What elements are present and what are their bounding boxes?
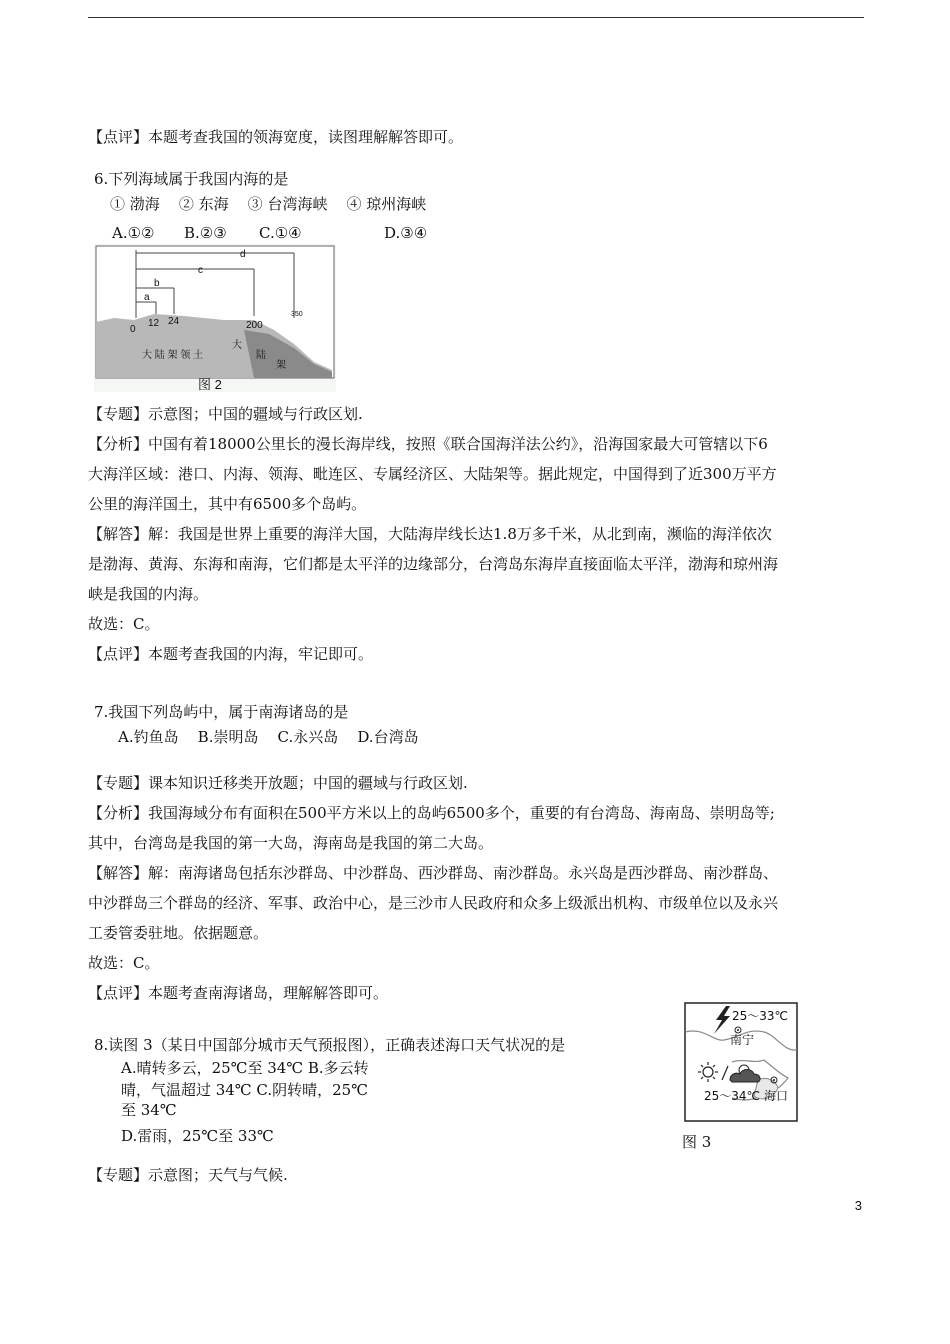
- weather-map: [684, 1002, 798, 1122]
- label-c: c: [198, 265, 203, 276]
- q8-topic: 【专题】示意图；天气与气候.: [88, 1166, 288, 1184]
- q8-option-line-4: D.雷雨，25℃至 33℃: [121, 1127, 274, 1145]
- q7-comment: 【点评】本题考查南海诸岛，理解解答即可。: [88, 984, 389, 1002]
- haikou-label: 海口: [764, 1089, 789, 1103]
- label-0: 0: [130, 324, 136, 335]
- page-number: 3: [854, 1198, 862, 1213]
- q8-option-line-3: 至 34℃: [121, 1101, 177, 1119]
- nanning-temp: 25～33℃: [732, 1009, 789, 1023]
- label-a: a: [144, 292, 150, 303]
- q6-answer-1: 【解答】解：我国是世界上重要的海洋大国，大陆海岸线长达1.8万多千米，从北到南，濒临的海洋依次: [88, 525, 772, 543]
- q8-option-line-2: 晴，气温超过 34℃ C.阴转晴，25℃: [121, 1081, 368, 1099]
- label-shelf: 大 陆 架 领 土: [142, 350, 204, 361]
- label-b: b: [154, 278, 160, 289]
- figure-3-caption: 图 3: [682, 1133, 712, 1151]
- q8-option-line-1: A.晴转多云，25℃至 34℃ B.多云转: [121, 1059, 369, 1077]
- nanning-marker-dot: [737, 1029, 739, 1031]
- q6-comment: 【点评】本题考查我国的内海，牢记即可。: [88, 645, 374, 663]
- q7-analysis-2: 其中，台湾岛是我国的第一大岛，海南岛是我国的第二大岛。: [88, 834, 494, 852]
- label-350: 350: [291, 311, 303, 318]
- q6-topic: 【专题】示意图；中国的疆域与行政区划.: [88, 405, 363, 423]
- q6-analysis-2: 大海洋区域：港口、内海、领海、毗连区、专属经济区、大陆架等。据此规定，中国得到了近300万平方: [88, 465, 777, 483]
- label-slope-2: 陆: [256, 350, 266, 361]
- q8-stem: 8.读图 3（某日中国部分城市天气预报图），正确表述海口天气状况的是: [94, 1036, 566, 1054]
- q7-choices: A.钓鱼岛 B.崇明岛 C.永兴岛 D.台湾岛: [118, 728, 419, 746]
- q7-answer-1: 【解答】解：南海诸岛包括东沙群岛、中沙群岛、西沙群岛、南沙群岛。永兴岛是西沙群岛、南沙群岛、: [88, 864, 779, 882]
- label-12: 12: [148, 318, 160, 329]
- q7-topic: 【专题】课本知识迁移类开放题；中国的疆域与行政区划.: [88, 774, 468, 792]
- label-24: 24: [168, 316, 180, 327]
- sea-zone-diagram: [94, 244, 336, 392]
- q6-analysis-1: 【分析】中国有着18000公里长的漫长海岸线，按照《联合国海洋法公约》，沿海国家最大可管辖以下6: [88, 435, 768, 453]
- q6-analysis-3: 公里的海洋国土，其中有6500多个岛屿。: [88, 495, 367, 513]
- q7-pick: 故选：C。: [88, 954, 160, 972]
- haikou-marker-dot: [773, 1079, 775, 1081]
- q6-options: ① 渤海 ② 东海 ③ 台湾海峡 ④ 琼州海峡: [110, 195, 427, 213]
- q6-choice-c: C.①④: [259, 224, 302, 242]
- label-slope-1: 大: [232, 340, 242, 351]
- q6-choice-d: D.③④: [384, 224, 428, 242]
- q7-answer-3: 工委管委驻地。依据题意。: [88, 924, 269, 942]
- q7-analysis-1: 【分析】我国海域分布有面积在500平方米以上的岛屿6500多个，重要的有台湾岛、海南岛、崇明岛等;: [88, 804, 775, 822]
- q7-stem: 7.我国下列岛屿中，属于南海诸岛的是: [94, 703, 349, 721]
- q6-stem: 6.下列海域属于我国内海的是: [94, 170, 289, 188]
- q6-choice-b: B.②③: [184, 224, 227, 242]
- figure-2-caption: 图 2: [198, 377, 222, 392]
- label-200: 200: [246, 320, 263, 331]
- q6-answer-3: 峡是我国的内海。: [88, 585, 209, 603]
- nanning-label: 南宁: [730, 1033, 755, 1047]
- q7-answer-2: 中沙群岛三个群岛的经济、军事、政治中心，是三沙市人民政府和众多上级派出机构、市级单位以及永兴: [88, 894, 779, 912]
- q6-pick: 故选：C。: [88, 615, 160, 633]
- haikou-temp: 25～34℃: [704, 1089, 761, 1103]
- label-slope-3: 架: [276, 360, 286, 371]
- header-rule: [88, 17, 864, 18]
- sun-icon: [698, 1062, 718, 1082]
- q6-choice-a: A.①②: [112, 224, 155, 242]
- q5-comment: 【点评】本题考查我国的领海宽度，读图理解解答即可。: [88, 128, 464, 146]
- label-d: d: [240, 249, 246, 260]
- q6-answer-2: 是渤海、黄海、东海和南海，它们都是太平洋的边缘部分，台湾岛东海岸直接面临太平洋，渤海和琼州海: [88, 555, 779, 573]
